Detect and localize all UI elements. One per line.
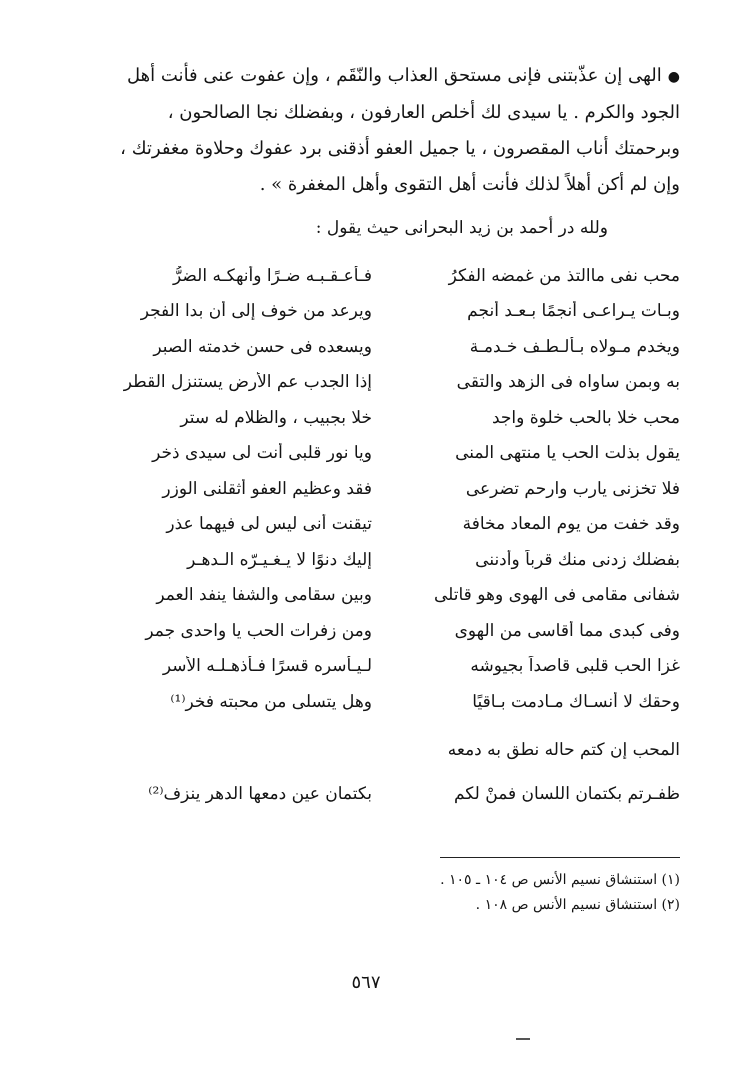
verse bbox=[100, 776, 680, 812]
poem bbox=[100, 258, 680, 720]
verse bbox=[100, 471, 680, 507]
verse-first-hemistich: به وبمن ساواه فى الزهد والتقى bbox=[456, 372, 680, 393]
verse bbox=[100, 258, 680, 294]
verse-first-hemistich: وبـات يـراعـى أنجمًا بـعـد أنجم bbox=[467, 301, 680, 322]
scan-artifact bbox=[516, 1038, 530, 1040]
verse-first-hemistich: يقول بذلت الحب يا منتهى المنى bbox=[455, 443, 680, 464]
verse bbox=[100, 294, 680, 330]
footnotes bbox=[330, 868, 680, 918]
footnote-divider bbox=[440, 857, 680, 858]
page-number: ٥٦٧ bbox=[351, 972, 381, 993]
verse bbox=[100, 684, 680, 720]
bullet-icon: ● bbox=[667, 69, 680, 85]
verse-second-hemistich: ومن زفرات الحب يا واحدى جمر bbox=[145, 620, 372, 641]
prose-line: ●الهى إن عذّبتنى فإنى مستحق العذاب والنّقَم ، وإن عفوت عنى فأنت أهل bbox=[127, 65, 680, 86]
verse-first-hemistich: غزا الحب قلبى قاصداً بجيوشه bbox=[470, 656, 680, 677]
prayer-paragraph bbox=[100, 58, 680, 203]
footnote: (٢) استنشاق نسيم الأنس ص ١٠٨ . bbox=[475, 897, 680, 913]
verse-second-hemistich: إليك دنوًا لا يـغـيـرّه الـدهـر bbox=[187, 549, 372, 570]
verse bbox=[100, 578, 680, 614]
last-verse bbox=[100, 776, 680, 812]
verse-second-hemistich: بكتمان عين دمعها الدهر ينزف⁽²⁾ bbox=[148, 783, 372, 804]
verse bbox=[100, 542, 680, 578]
verse bbox=[100, 329, 680, 365]
verse-second-hemistich: تيقنت أنى ليس لى فيهما عذر bbox=[166, 514, 372, 535]
verse-first-hemistich: فلا تخزنى يارب وارحم تضرعى bbox=[465, 478, 680, 499]
prose-line: وإن لم أكن أهلاً لذلك فأنت أهل التقوى وأهل المغفرة » . bbox=[259, 174, 680, 195]
verse-second-hemistich: لـيـأسره قسرًا فـأذهـلـه الأسر bbox=[162, 656, 372, 677]
verse-second-hemistich: ويرعد من خوف إلى أن بدا الفجر bbox=[140, 301, 372, 322]
verse bbox=[100, 613, 680, 649]
verse-second-hemistich: وبين سقامى والشفا ينفد العمر bbox=[156, 585, 372, 606]
verse-first-hemistich: وقد خفت من يوم المعاد مخافة bbox=[462, 514, 680, 535]
verse-second-hemistich: ويا نور قلبى أنت لى سيدى ذخر bbox=[152, 443, 372, 464]
verse bbox=[100, 365, 680, 401]
prose-line: الجود والكرم . يا سيدى لك أخلص العارفون ، وبفضلك نجا الصالحون ، bbox=[167, 102, 680, 123]
verse-first-hemistich: شفانى مقامى فى الهوى وهو قاتلى bbox=[433, 585, 680, 606]
verse-first-hemistich: وفى كبدى مما أقاسى من الهوى bbox=[454, 620, 680, 641]
verse-second-hemistich: فـأعـقـبـه ضـرًا وأنهكـه الضرُّ bbox=[173, 265, 372, 286]
prose-line-solo: المحب إن كتم حاله نطق به دمعه bbox=[447, 740, 680, 760]
verse bbox=[100, 507, 680, 543]
footnote: (١) استنشاق نسيم الأنس ص ١٠٤ ـ ١٠٥ . bbox=[440, 872, 680, 888]
verse-first-hemistich: وحقك لا أنسـاك مـادمت بـاقيًا bbox=[472, 691, 680, 712]
poem-intro: ولله در أحمد بن زيد البحرانى حيث يقول : bbox=[315, 218, 608, 238]
verse-first-hemistich: ظفـرتم بكتمان اللسان فمنْ لكم bbox=[453, 783, 680, 804]
verse-second-hemistich: وهل يتسلى من محبته فخر⁽¹⁾ bbox=[170, 691, 372, 712]
verse-second-hemistich: فقد وعظيم العفو أثقلنى الوزر bbox=[162, 478, 372, 499]
verse-second-hemistich: إذا الجدب عم الأرض يستنزل القطر bbox=[123, 372, 372, 393]
verse bbox=[100, 649, 680, 685]
verse-first-hemistich: محب خلا بالحب خلوة واجد bbox=[492, 407, 680, 428]
verse-first-hemistich: محب نفى ماالتذ من غمضه الفكرُ bbox=[448, 265, 680, 286]
verse-first-hemistich: ويخدم مـولاه بـألـطـف خـدمـة bbox=[469, 336, 680, 357]
verse bbox=[100, 400, 680, 436]
prose-line: وبرحمتك أناب المقصرون ، يا جميل العفو أذقنى برد عفوك وحلاوة مغفرتك ، bbox=[120, 138, 680, 159]
verse-first-hemistich: بفضلك زدنى منك قرباً وأدننى bbox=[475, 549, 680, 570]
verse-second-hemistich: ويسعده فى حسن خدمته الصبر bbox=[153, 336, 372, 357]
verse bbox=[100, 436, 680, 472]
verse-second-hemistich: خلا بجبيب ، والظلام له ستر bbox=[180, 407, 372, 428]
